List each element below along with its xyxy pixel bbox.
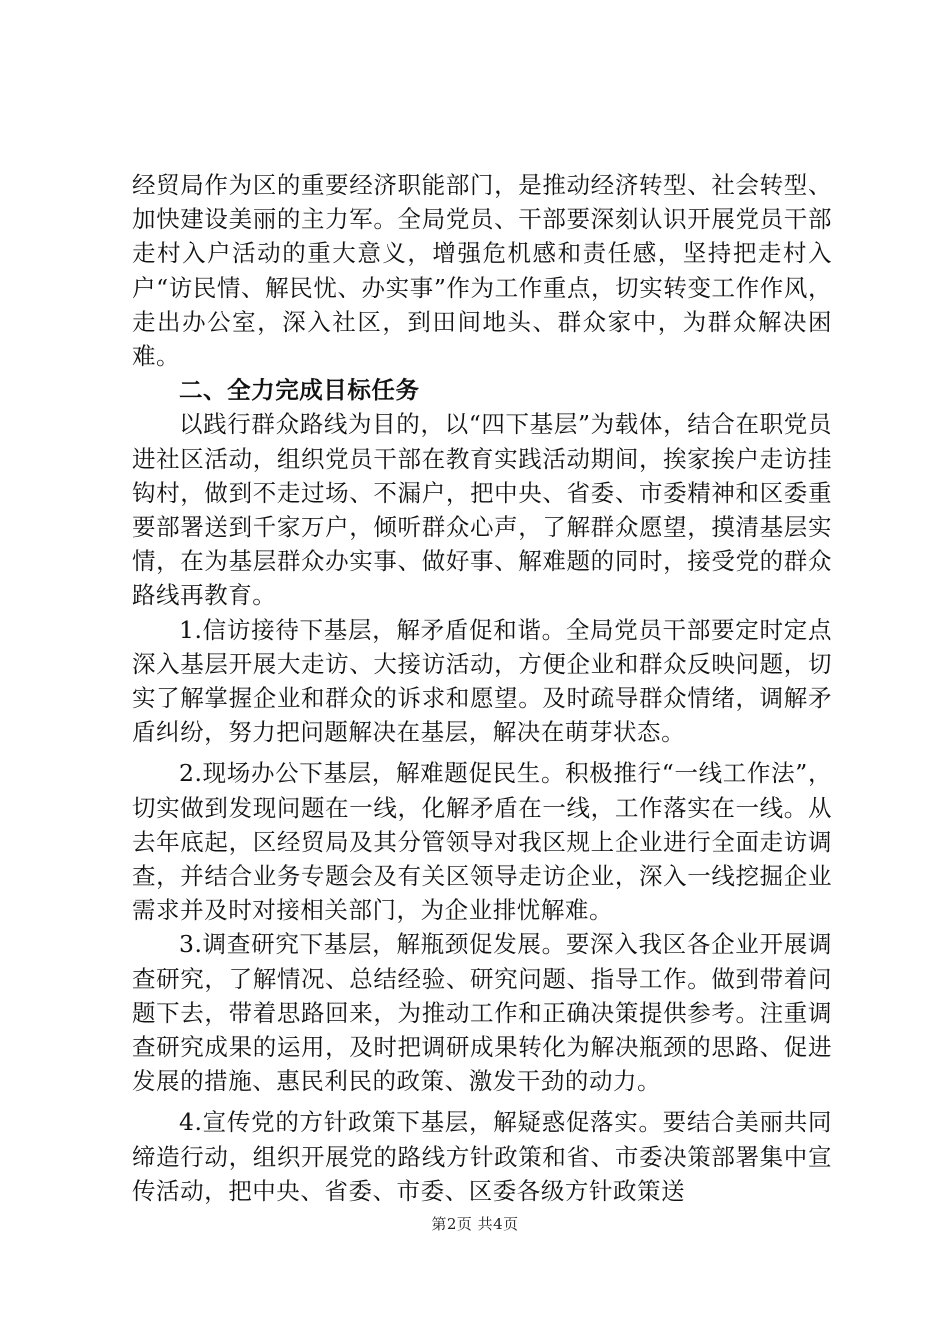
paragraph-intro: 经贸局作为区的重要经济职能部门，是推动经济转型、社会转型、加快建设美丽的主力军。全局党员、干部要深刻认识开展党员干部走村入户活动的重大意义，增强危机感和责任感，坚持把走村入户“访民情、解民忧、办实事”作为工作重点，切实转变工作作风，走出办公室，深入社区，到田间地头、群众家中，为群众解决困难。 (132, 171, 832, 371)
paragraph-item-1: 1.信访接待下基层，解矛盾促和谐。全局党员干部要定时定点深入基层开展大走访、大接访活动，方便企业和群众反映问题，切实了解掌握企业和群众的诉求和愿望。及时疏导群众情绪，调解矛盾纠纷，努力把问题解决在基层，解决在萌芽状态。 (132, 615, 832, 747)
paragraph-item-3: 3.调查研究下基层，解瓶颈促发展。要深入我区各企业开展调查研究，了解情况、总结经验、研究问题、指导工作。做到带着问题下去，带着思路回来，为推动工作和正确决策提供参考。注重调查研究成果的运用，及时把调研成果转化为解决瓶颈的思路、促进发展的措施、惠民利民的政策、激发干劲的动力。 (132, 930, 832, 1096)
paragraph-goals: 以践行群众路线为目的，以“四下基层”为载体，结合在职党员进社区活动，组织党员干部在教育实践活动期间，挨家挨户走访挂钩村，做到不走过场、不漏户，把中央、省委、市委精神和区委重要部署送到千家万户，倾听群众心声，了解群众愿望，摸清基层实情，在为基层群众办实事、做好事、解难题的同时，接受党的群众路线再教育。 (132, 410, 832, 610)
section-heading: 二、全力完成目标任务 (179, 376, 420, 405)
page-footer: 第2页 共4页 (431, 1215, 519, 1233)
paragraph-item-4: 4.宣传党的方针政策下基层，解疑惑促落实。要结合美丽共同缔造行动，组织开展党的路线方针政策和省、市委决策部署集中宣传活动，把中央、省委、市委、区委各级方针政策送 (132, 1108, 832, 1205)
document-body (132, 168, 832, 1208)
paragraph-item-2: 2.现场办公下基层，解难题促民生。积极推行“一线工作法”，切实做到发现问题在一线，化解矛盾在一线，工作落实在一线。从去年底起，区经贸局及其分管领导对我区规上企业进行全面走访调查，并结合业务专题会及有关区领导走访企业，深入一线挖掘企业需求并及时对接相关部门，为企业排忧解难。 (132, 759, 832, 925)
